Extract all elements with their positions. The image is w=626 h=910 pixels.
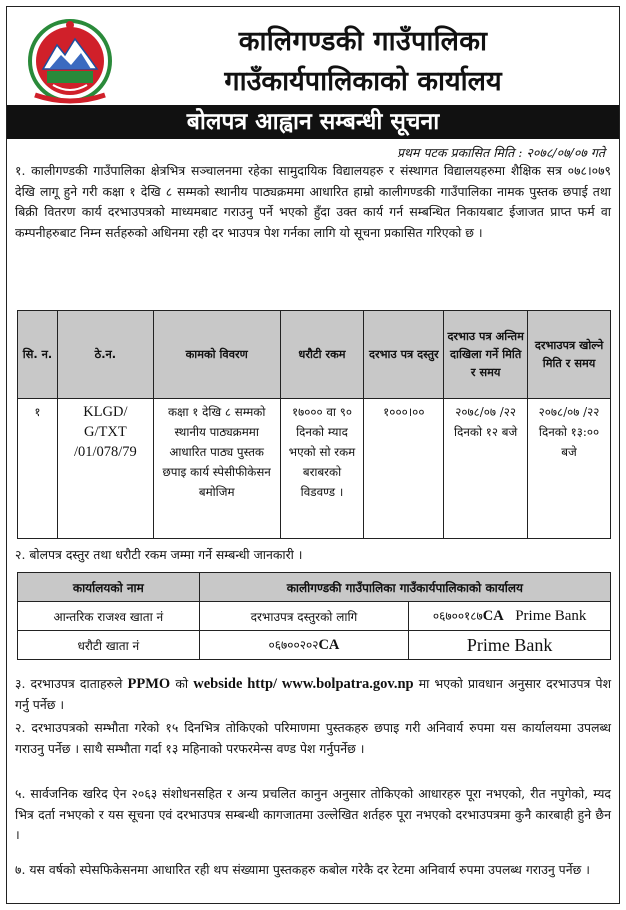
ppmo-label: PPMO [127,676,171,692]
municipality-title: कालिगण्डकी गाउँपालिका [238,26,488,57]
col-header-open: दरभाउपत्र खोल्ने मिति र समय [528,311,611,399]
notice-banner: बोलपत्र आह्वान सम्बन्धी सूचना [7,105,619,139]
intro-paragraph: १. कालीगण्डकी गाउँपालिका क्षेत्रभित्र सञ्चालनमा रहेका सामुदायिक विद्यालयहरु र संस्थागत विद्यालयहरुमा शैक्षिक सत्र ०७८।०७९ देखि लागू हुने गरी कक्षा १ देखि ८ सम्मको स्थानीय पाठ्यक्रममा आधारित हाम्रो कालीगण्डकी गाउँपालिका नामक पुस्तक छपाई तथा बिक्री वितरण कार्य दरभाउपत्रको माध्यमबाट गराउनु पर्ने भएको हुँदा उक्त कार्य गर्न सम्बन्धित निकायबाट ईजाजत प्राप्त फर्म वा कम्पनीहरुबाट निम्न सर्तहरुको अधिनमा रही दर भाउपत्र पेश गर्नका लागि यो सूचना प्रकासित गरिएको छ । [15,163,611,240]
revenue-account-number [409,602,611,631]
deposit-account-number [199,631,409,660]
account-type: CA [482,608,504,624]
col-header-fee: दरभाउ पत्र दस्तुर [364,311,444,399]
cell-open: २०७८/०७ /२२ दिनको १३:०० बजे [528,399,611,539]
cell-deposit: १७००० वा ९० दिनको म्याद भएको सो रकम बराबरको विडवण्ड । [280,399,364,539]
deposit-info-heading: २. बोलपत्र दस्तुर तथा धरौटी रकम जम्मा गर्ने सम्बन्धी जानकारी । [15,547,303,562]
ppmo-text-mid: को [170,676,194,691]
account-table [17,572,611,660]
deposit-bank-name [409,631,611,660]
col-header-deposit: धरौटी रकम [280,311,364,399]
office-name-header: कार्यालयको नाम [18,573,200,602]
col-header-submit: दरभाउ पत्र अन्तिम दाखिला गर्ने मिति र समय [444,311,528,399]
website-link[interactable]: webside http/ www.bolpatra.gov.np [193,676,414,692]
col-header-desc: कामको विवरण [153,311,280,399]
table-row [18,631,611,660]
account-number: ०६७००२०२ [268,638,319,652]
procurement-act-paragraph: ५. सार्वजनिक खरिद ऐन २०६३ संशोधनसहित र अन्य प्रचलित कानुन अनुसार तोकिएको आधारहरु पूरा नभएको, रीत नपुगेको, म्यद भित्र दर्ता नभएको र यस सूचना एवं दरभाउपत्र सम्बन्धी कागजातमा उल्लेखित शर्तहरु पूरा नभएको दरभाउपत्रमा कुनै कारबाही हुने छैन । [15,786,611,842]
publication-date: प्रथम पटक प्रकासित मिति : २०७८/०७/०७ गते [396,145,605,160]
contract-paragraph: २. दरभाउपत्रको सम्भौता गरेको १५ दिनभित्र तोकिएको परिमाणमा पुस्तकहरु छपाइ गरी अनिवार्य रुपमा यस कार्यालयमा उपलब्ध गराउनु पर्नेछ । साथै सम्भौता गर्दा १३ महिनाको परफरमेन्स वण्ड पेश गर्नुपर्नेछ । [15,720,611,756]
cell-desc: कक्षा १ देखि ८ सम्मको स्थानीय पाठ्यक्रममा आधारित पाठ्य पुस्तक छपाइ कार्य स्पेसीफीकेसन बमोजिम [153,399,280,539]
table-header-row [18,573,611,602]
cell-fee: १०००।०० [364,399,444,539]
revenue-account-label: आन्तरिक राजश्व खाता नं [18,602,200,631]
ppmo-paragraph [15,674,611,715]
account-number: ०६७००१८७ [432,609,483,623]
revenue-account-purpose: दरभाउपत्र दस्तुरको लागि [199,602,409,631]
bid-details-table [17,310,611,539]
deposit-account-label: धरौटी खाता नं [18,631,200,660]
cell-submit: २०७८/०७ /२२ दिनको १२ बजे [444,399,528,539]
specification-paragraph: ७. यस वर्षको स्पेसफिकेसनमा आधारित रही थप संख्यामा पुस्तकहरु कबोल गरेकै दर रेटमा अनिवार्य रुपमा उपलब्ध गराउनु पर्नेछ । [15,862,590,877]
ppmo-text-pre: ३. दरभाउपत्र दाताहरुले [15,676,128,691]
ppmo-text-post: मा भएको प्रावधान अनुसार दरभाउपत्र पेश गर्नु पर्नेछ । [15,676,611,712]
office-name-value: कालीगण्डकी गाउँपालिका गाउँकार्यपालिकाको कार्यालय [199,573,610,602]
col-header-ref: ठे.न. [57,311,153,399]
nepal-government-emblem-icon [25,15,115,105]
table-header-row [18,311,611,399]
office-title: गाउँकार्यपालिकाको कार्यालय [224,66,502,97]
table-row [18,602,611,631]
bank-name: Prime Bank [466,634,553,655]
notice-page [6,6,620,904]
account-type: CA [318,637,340,653]
cell-ref: KLGD/ G/TXT /01/078/79 [57,399,153,539]
table-row [18,399,611,539]
col-header-sn: सि. न. [18,311,58,399]
bank-name: Prime Bank [515,608,587,624]
cell-sn: १ [18,399,58,539]
